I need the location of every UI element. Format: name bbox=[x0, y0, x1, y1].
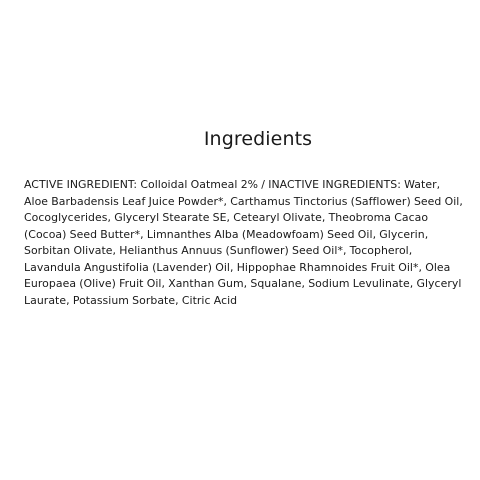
ingredients-line: Europaea (Olive) Fruit Oil, Xanthan Gum, Squalane, Sodium Levulinate, Glyceryl bbox=[24, 277, 462, 290]
ingredients-heading bbox=[0, 128, 480, 150]
ingredients-line: Lavandula Angustifolia (Lavender) Oil, Hippophae Rhamnoides Fruit Oil*, Olea bbox=[24, 260, 451, 274]
ingredients-line: ACTIVE INGREDIENT: Colloidal Oatmeal 2% / INACTIVE INGREDIENTS: Water, bbox=[24, 178, 441, 191]
ingredients-line: (Cocoa) Seed Butter*, Limnanthes Alba (Meadowfoam) Seed Oil, Glycerin, bbox=[24, 227, 429, 241]
ingredients-list bbox=[24, 177, 464, 309]
ingredients-line: Aloe Barbadensis Leaf Juice Powder*, Carthamus Tinctorius (Safflower) Seed Oil, bbox=[24, 194, 463, 208]
ingredients-line: Cocoglycerides, Glyceryl Stearate SE, Cetearyl Olivate, Theobroma Cacao bbox=[24, 211, 429, 224]
ingredients-line: Laurate, Potassium Sorbate, Citric Acid bbox=[24, 293, 238, 307]
ingredients-heading-text: Ingredients bbox=[203, 128, 313, 150]
ingredients-line: Sorbitan Olivate, Helianthus Annuus (Sunflower) Seed Oil*, Tocopherol, bbox=[24, 244, 413, 257]
